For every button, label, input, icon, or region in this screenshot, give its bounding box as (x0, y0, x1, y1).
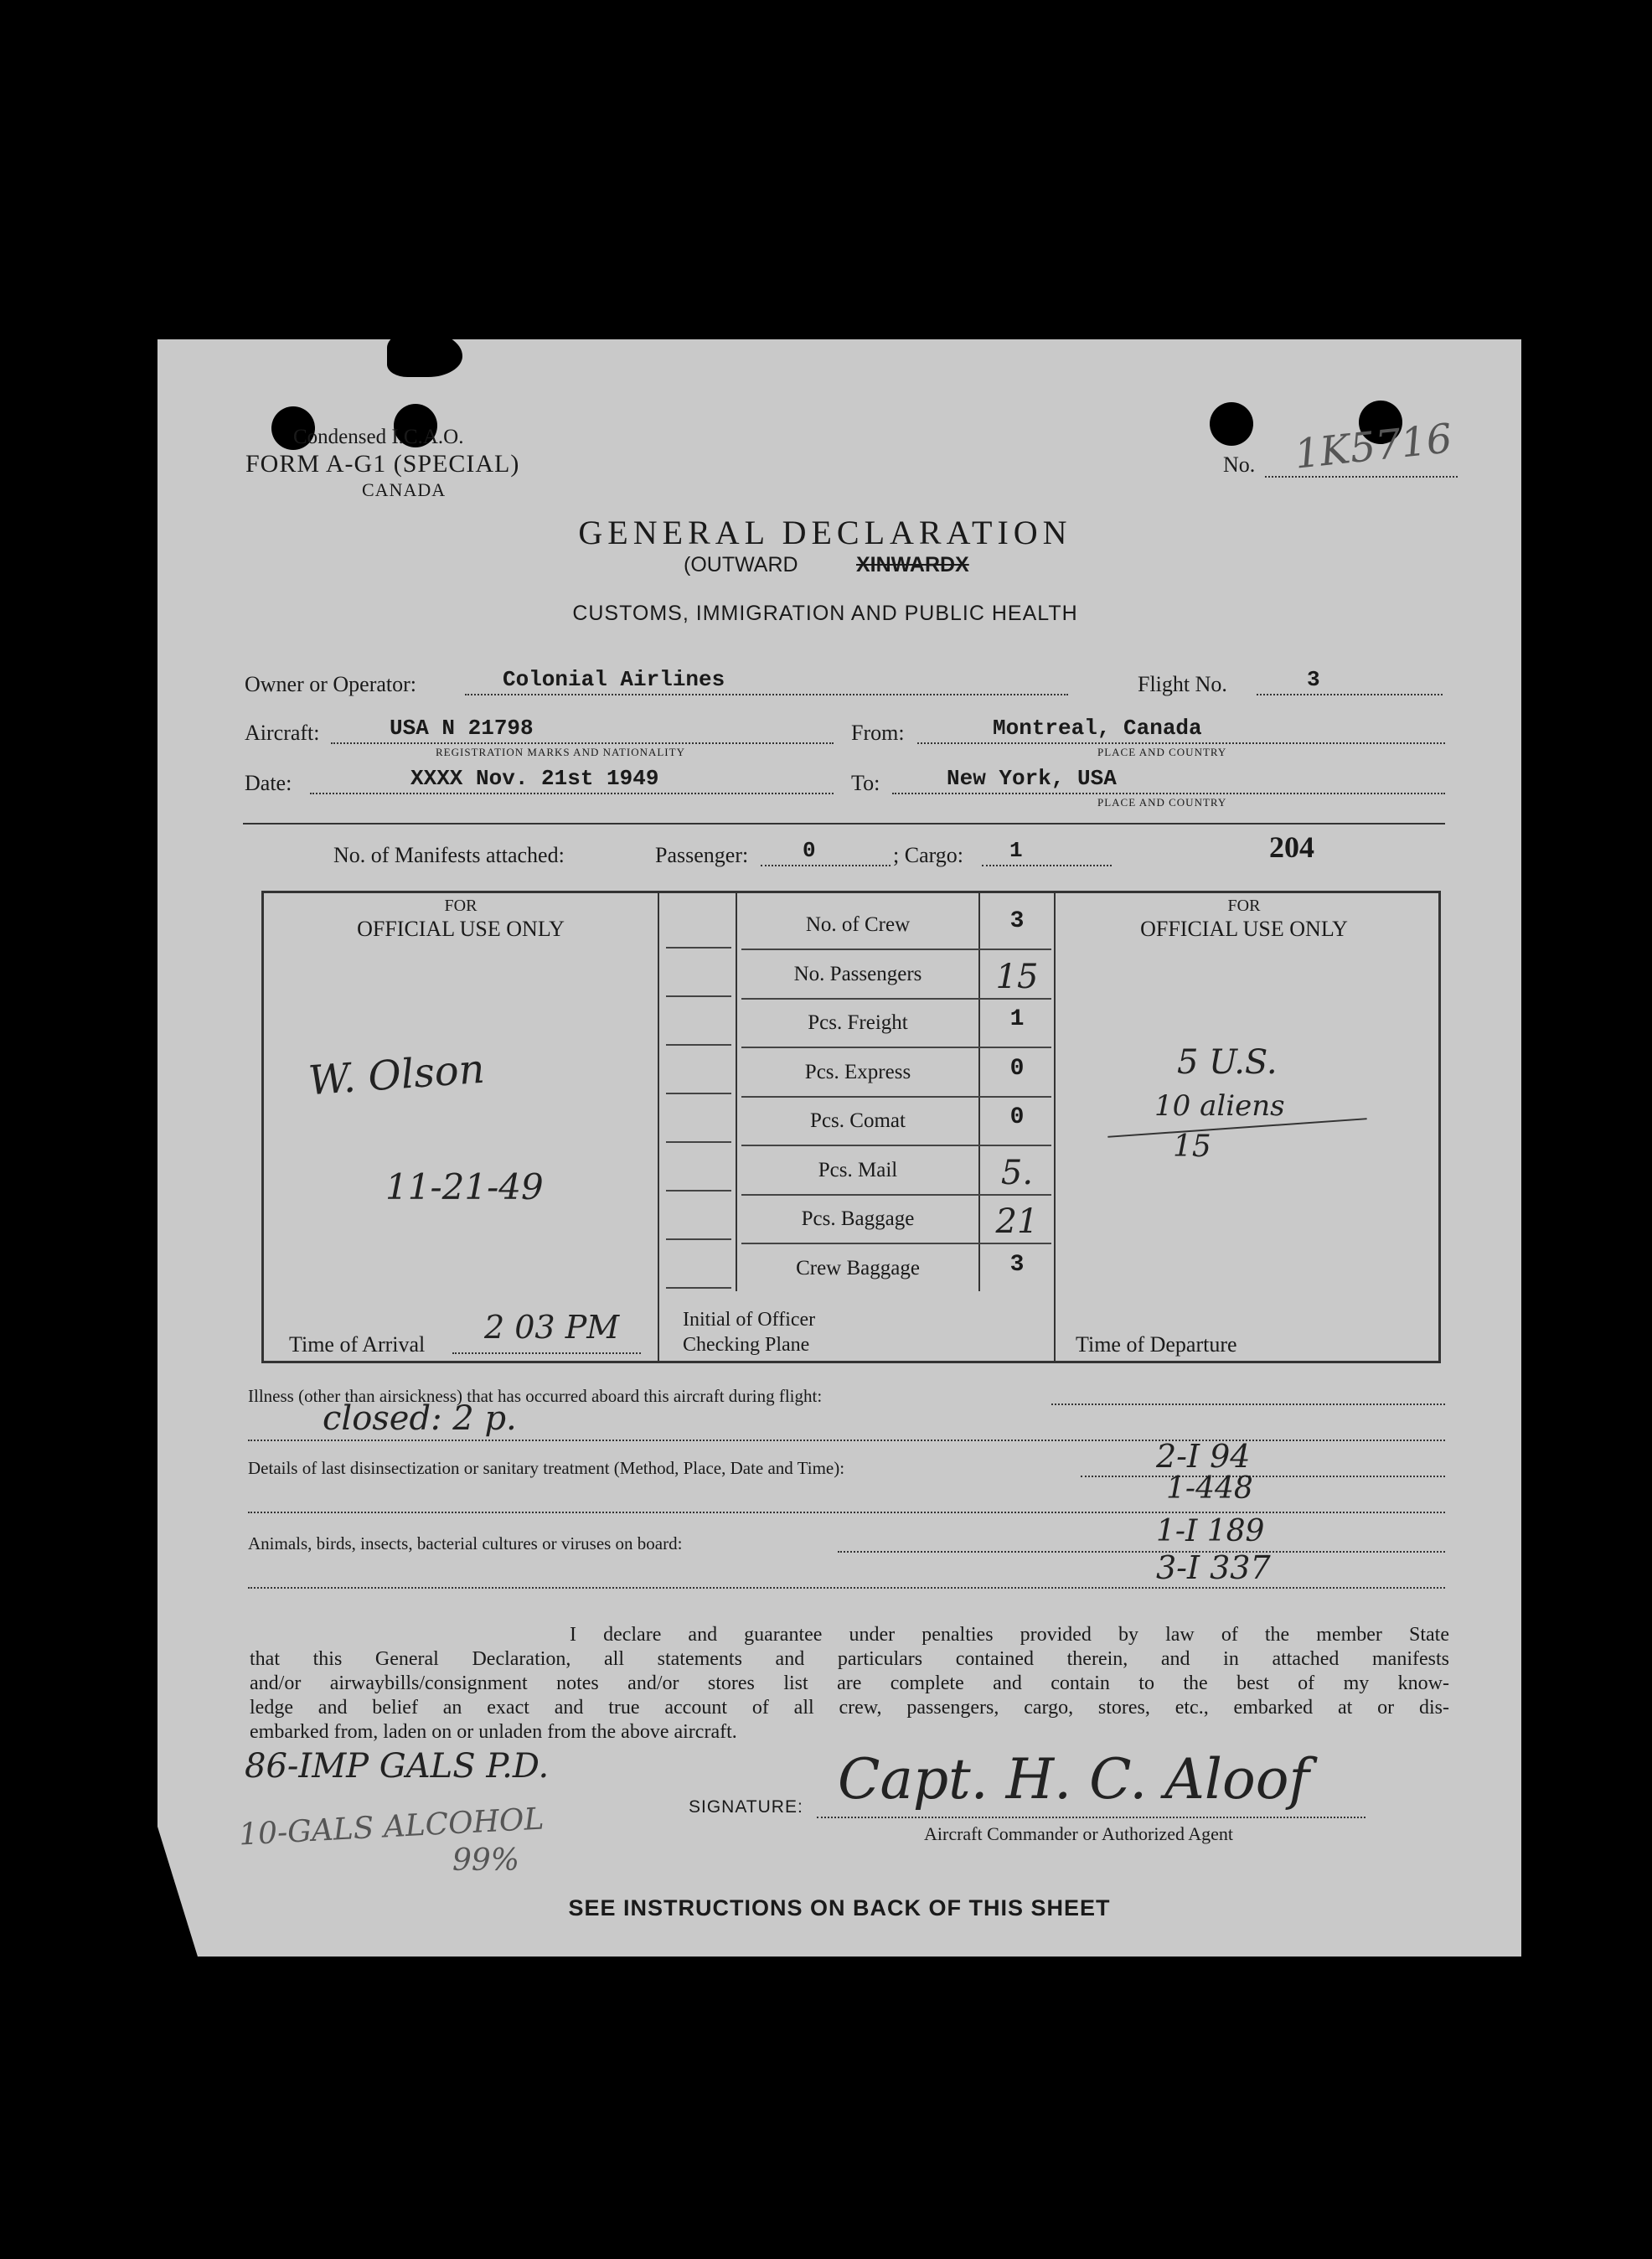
left-official-heading: OFFICIAL USE ONLY (357, 917, 565, 941)
initial-officer-label: Initial of Officer (683, 1309, 816, 1331)
count-value: 5. (1000, 1153, 1034, 1192)
count-value: 3 (1009, 1251, 1025, 1278)
count-value: 0 (1009, 1055, 1025, 1082)
declaration-line: embarked from, laden on or unladen from the above aircraft. (250, 1721, 737, 1743)
count-divider (741, 998, 1051, 1000)
aircraft-note: REGISTRATION MARKS AND NATIONALITY (436, 746, 685, 758)
margin-note-2: 10-GALS ALCOHOL (238, 1802, 545, 1853)
count-divider (741, 1145, 1051, 1146)
count-label: Pcs. Express (804, 1060, 911, 1083)
signer-role: Aircraft Commander or Authorized Agent (924, 1823, 1234, 1844)
disinsect-note-2: 1-448 (1166, 1471, 1253, 1506)
form-title: GENERAL DECLARATION (578, 514, 1072, 551)
right-note-2: 10 aliens (1154, 1089, 1285, 1123)
date-value: XXXX Nov. 21st 1949 (410, 766, 659, 791)
passenger-value: 0 (803, 838, 816, 863)
inward-struck-label: XINWARDX (856, 553, 969, 576)
to-value: New York, USA (947, 766, 1117, 791)
declaration-line: ledge and belief an exact and true account of all crew, passengers, cargo, stores, etc., embarked at or dis- (250, 1697, 1449, 1719)
outward-label: (OUTWARD (684, 553, 798, 576)
instructions-footer: SEE INSTRUCTIONS ON BACK OF THIS SHEET (568, 1895, 1111, 1920)
margin-note-3: 99% (452, 1843, 520, 1878)
illness-label: Illness (other than airsickness) that has occurred aboard this aircraft during flight: (248, 1386, 823, 1406)
declaration-line: I declare and guarantee under penalties provided by law of the member State (570, 1624, 1449, 1646)
count-value: 1 (1009, 1006, 1025, 1032)
right-official-heading: OFFICIAL USE ONLY (1140, 917, 1348, 941)
commander-signature: Capt. H. C. Aloof (838, 1747, 1309, 1812)
form-subtitle: CUSTOMS, IMMIGRATION AND PUBLIC HEALTH (572, 602, 1078, 625)
count-label: Pcs. Comat (810, 1109, 906, 1132)
from-value: Montreal, Canada (993, 716, 1202, 741)
declaration-line: that this General Declaration, all statements and particulars contained therein, and in attached manifests (250, 1648, 1449, 1670)
count-divider (741, 949, 1051, 950)
count-value: 21 (995, 1202, 1039, 1241)
right-for-label: FOR (1227, 897, 1261, 915)
date-label: Date: (245, 771, 292, 795)
form-number: 1K5716 (1292, 415, 1454, 478)
count-value: 15 (995, 957, 1039, 996)
count-label: Pcs. Freight (808, 1011, 908, 1034)
cargo-value: 1 (1009, 838, 1023, 863)
animals-note-1: 1-I 189 (1156, 1514, 1265, 1548)
count-divider (741, 1243, 1051, 1244)
manifests-label: No. of Manifests attached: (333, 843, 565, 867)
officer-date: 11-21-49 (385, 1166, 544, 1207)
count-label: No. of Crew (805, 913, 911, 936)
manifest-number: 204 (1269, 830, 1314, 864)
checking-plane-label: Checking Plane (683, 1334, 810, 1356)
count-value: 3 (1009, 908, 1025, 934)
margin-note-1: 86-IMP GALS P.D. (245, 1747, 550, 1786)
signature-label: SIGNATURE: (689, 1797, 803, 1817)
right-note-3: 15 (1173, 1130, 1211, 1164)
animals-note-2: 3-I 337 (1156, 1549, 1271, 1586)
country-label: CANADA (362, 479, 447, 500)
count-divider (741, 1047, 1051, 1048)
disinsect-label: Details of last disinsectization or sanitary treatment (Method, Place, Date and Time): (248, 1458, 845, 1478)
right-note-1: 5 U.S. (1177, 1043, 1278, 1082)
from-note: PLACE AND COUNTRY (1097, 746, 1227, 758)
aircraft-value: USA N 21798 (390, 716, 534, 741)
disinsect-note-1: 2-I 94 (1156, 1438, 1251, 1475)
form-label: FORM A-G1 (SPECIAL) (245, 450, 520, 478)
condensed-label: Condensed I.C.A.O. (293, 426, 464, 448)
from-label: From: (851, 721, 905, 745)
count-divider (741, 1096, 1051, 1098)
flight-value: 3 (1307, 667, 1320, 692)
flight-label: Flight No. (1138, 672, 1227, 696)
illness-note: closed: 2 p. (323, 1399, 517, 1438)
to-note: PLACE AND COUNTRY (1097, 796, 1227, 809)
count-divider (741, 1194, 1051, 1196)
count-label: Pcs. Mail (818, 1158, 898, 1181)
officer-signature: W. Olson (307, 1045, 487, 1105)
cargo-label: ; Cargo: (893, 843, 964, 867)
owner-label: Owner or Operator: (245, 672, 417, 696)
animals-label: Animals, birds, insects, bacterial cultures or viruses on board: (248, 1533, 683, 1553)
count-value: 0 (1009, 1104, 1025, 1130)
count-label: Pcs. Baggage (801, 1207, 915, 1230)
to-label: To: (851, 771, 880, 795)
count-label: No. Passengers (793, 962, 922, 985)
passenger-label: Passenger: (655, 843, 749, 867)
ink-blot (387, 331, 462, 377)
aircraft-label: Aircraft: (245, 721, 320, 745)
departure-label: Time of Departure (1076, 1332, 1237, 1357)
count-label: Crew Baggage (796, 1256, 920, 1279)
left-for-label: FOR (444, 897, 478, 915)
punch-hole (1210, 402, 1253, 446)
declaration-line: and/or airwaybills/consignment notes and/or stores list are complete and contain to the best of my know- (250, 1672, 1449, 1694)
arrival-value: 2 03 PM (484, 1309, 620, 1346)
number-label: No. (1223, 452, 1256, 477)
arrival-label: Time of Arrival (289, 1332, 426, 1357)
owner-value: Colonial Airlines (503, 667, 725, 692)
